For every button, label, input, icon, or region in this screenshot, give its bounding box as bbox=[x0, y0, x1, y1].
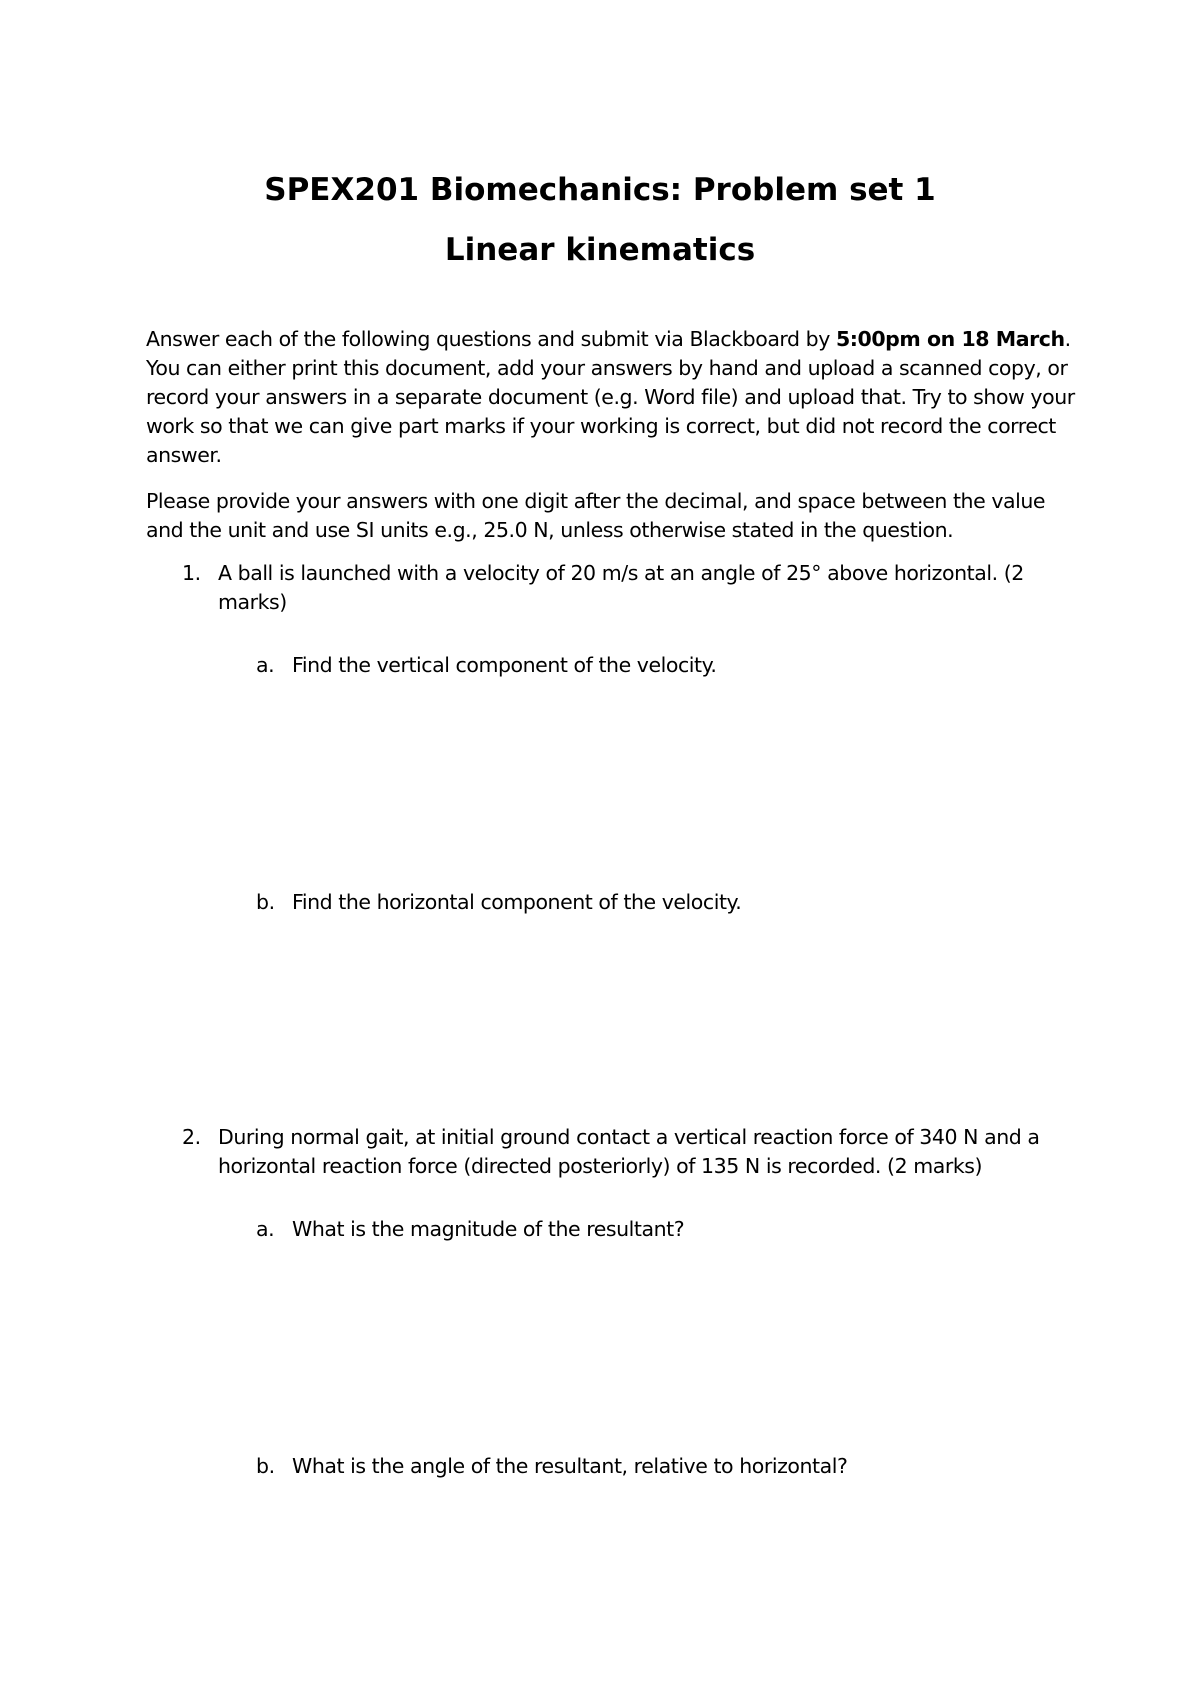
question-2 bbox=[146, 1123, 1081, 1181]
question-1-part-b bbox=[256, 888, 1081, 917]
question-text: During normal gait, at initial ground contact a vertical reaction force of 340 N and a horizontal reaction force (directed posteriorly) of 135 N is recorded. (2 marks) bbox=[218, 1125, 1040, 1178]
document-title: SPEX201 Biomechanics: Problem set 1 bbox=[264, 172, 936, 208]
deadline-text: 5:00pm on 18 March bbox=[835, 327, 1065, 351]
question-text: A ball is launched with a velocity of 20 m/s at an angle of 25° above horizontal. (2 marks) bbox=[218, 561, 1024, 614]
intro-text-start: Answer each of the following questions and submit via Blackboard by bbox=[146, 327, 836, 351]
part-letter: b. bbox=[256, 1454, 275, 1478]
part-letter: a. bbox=[256, 653, 275, 677]
question-1-part-a bbox=[256, 651, 1081, 680]
question-2-part-b bbox=[256, 1452, 1081, 1481]
instructions-paragraph: Please provide your answers with one digit after the decimal, and space between the value and the unit and use SI units e.g., 25.0 N, unless otherwise stated in the question. bbox=[146, 489, 1046, 542]
part-text: What is the magnitude of the resultant? bbox=[292, 1217, 685, 1241]
part-letter: b. bbox=[256, 890, 275, 914]
intro-text-end: . You can either print this document, add your answers by hand and upload a scanned copy, or record your answers in a separate document (e.g. Word file) and upload that. Try to show your work so that we can give part marks if your working is correct, but did not record the correct answer. bbox=[146, 327, 1075, 467]
question-2-part-a bbox=[256, 1215, 1081, 1244]
question-number: 1. bbox=[182, 561, 201, 585]
intro-paragraph bbox=[146, 325, 1081, 470]
part-text: Find the vertical component of the velocity. bbox=[292, 653, 717, 677]
question-1 bbox=[146, 559, 1081, 617]
document-subtitle: Linear kinematics bbox=[444, 232, 756, 268]
part-text: What is the angle of the resultant, relative to horizontal? bbox=[292, 1454, 848, 1478]
part-text: Find the horizontal component of the velocity. bbox=[292, 890, 742, 914]
question-number: 2. bbox=[182, 1125, 201, 1149]
part-letter: a. bbox=[256, 1217, 275, 1241]
